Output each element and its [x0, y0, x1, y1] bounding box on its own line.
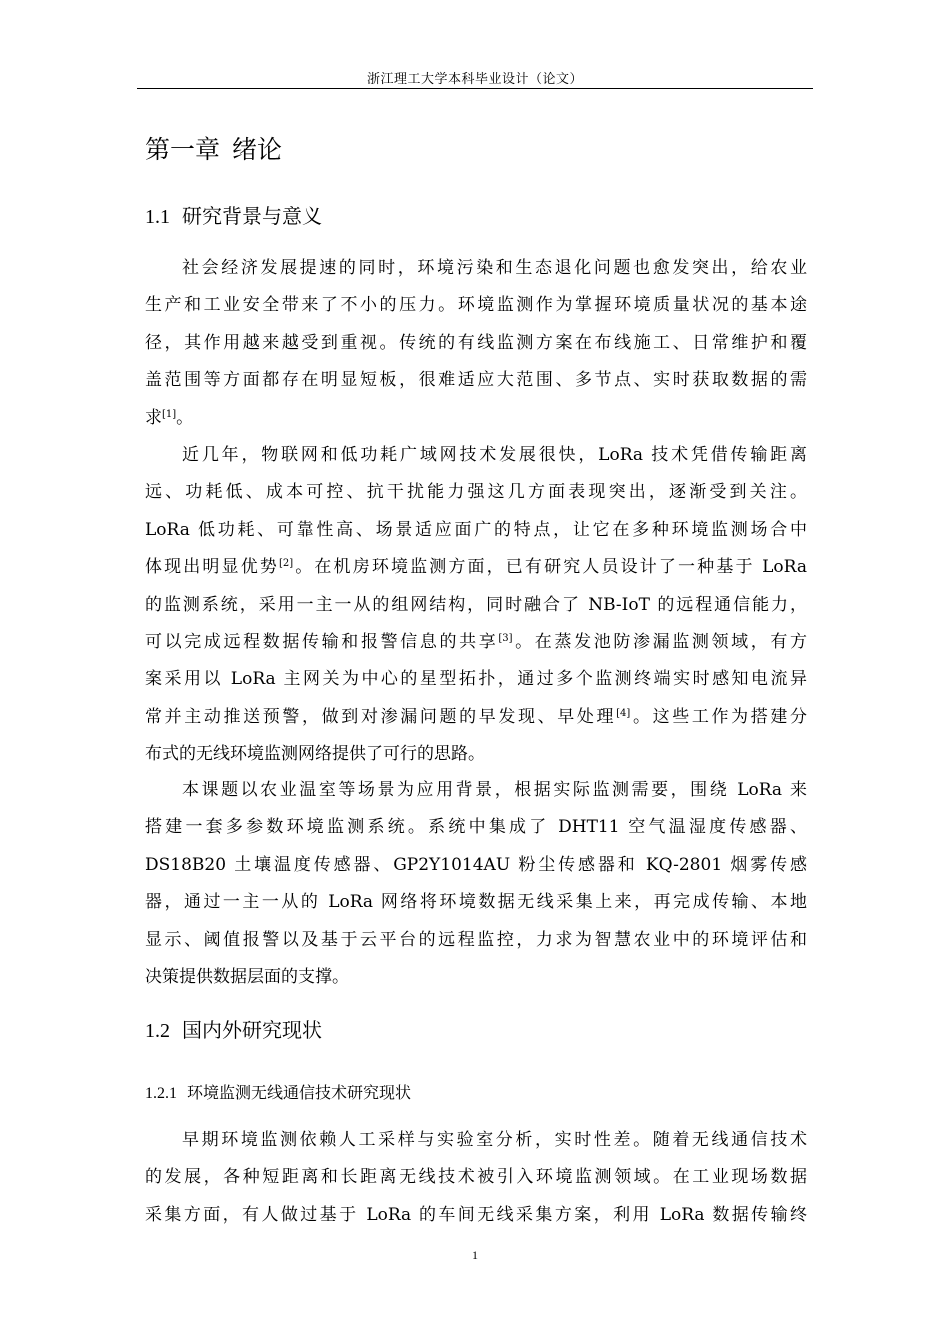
text-line: 的监测系统，采用一主一从的组网结构，同时融合了 NB-IoT 的远程通信能力，: [145, 594, 807, 615]
chapter-title: 绪论: [232, 135, 283, 164]
citation-ref[interactable]: [1]: [162, 408, 177, 420]
section-number: 1.2: [145, 1020, 170, 1042]
section-number: 1.1: [145, 206, 170, 228]
citation-ref[interactable]: [4]: [616, 707, 631, 719]
text-line: [145, 624, 807, 661]
text-run: 。在蒸发池防渗漏监测领域，有方: [512, 631, 808, 652]
chapter-number: 第一章: [145, 135, 221, 164]
text-line: 近几年，物联网和低功耗广域网技术发展很快，LoRa 技术凭借传输距离: [182, 445, 807, 465]
text-line: [145, 549, 807, 586]
paragraph-wireless: [145, 1122, 807, 1234]
running-header: 浙江理工大学本科毕业设计（论文）: [366, 72, 583, 87]
text-run: 常并主动推送预警，做到对渗漏问题的早发现、早处理: [145, 706, 617, 727]
text-run: 。: [176, 407, 194, 428]
section-heading-1-1: [145, 200, 322, 229]
section-title: 国内外研究现状: [182, 1018, 322, 1042]
text-line: 生产和工业安全带来了不小的压力。环境监测作为掌握环境质量状况的基本途: [145, 295, 807, 316]
text-line: [145, 400, 807, 437]
subsection-number: 1.2.1: [145, 1085, 177, 1102]
paragraph-lora: [145, 437, 807, 774]
text-line: 的发展，各种短距离和长距离无线技术被引入环境监测领域。在工业现场数据: [145, 1167, 807, 1188]
section-heading-1-2: [145, 1014, 322, 1043]
subsection-title: 环境监测无线通信技术研究现状: [187, 1083, 412, 1102]
text-run: 。这些工作为搭建分: [630, 706, 808, 727]
chapter-heading: [145, 130, 282, 166]
page-number: 1: [472, 1248, 478, 1262]
text-run: 体现出明显优势: [145, 557, 279, 578]
text-run: 可以完成远程数据传输和报警信息的共享: [145, 631, 499, 652]
text-line: 显示、阈值报警以及基于云平台的远程监控，力求为智慧农业中的环境评估和: [145, 929, 807, 950]
citation-ref[interactable]: [3]: [498, 632, 513, 644]
section-title: 研究背景与意义: [182, 204, 322, 228]
text-line: LoRa 低功耗、可靠性高、场景适应面广的特点，让它在多种环境监测场合中: [145, 519, 807, 540]
text-run: 。在机房环境监测方面，已有研究人员设计了一种基于 LoRa: [293, 557, 807, 578]
text-line: 决策提供数据层面的支撑。: [145, 966, 349, 987]
paragraph-background: [145, 250, 807, 437]
subsection-heading-1-2-1: [145, 1080, 411, 1103]
text-line: 盖范围等方面都存在明显短板，很难适应大范围、多节点、实时获取数据的需: [145, 370, 807, 391]
text-run: 求: [145, 407, 162, 428]
text-line: 搭建一套多参数环境监测系统。系统中集成了 DHT11 空气温湿度传感器、: [145, 817, 807, 838]
citation-ref[interactable]: [2]: [278, 558, 294, 570]
text-line: DS18B20 土壤温度传感器、GP2Y1014AU 粉尘传感器和 KQ-2801 烟雾传感: [145, 854, 807, 875]
text-line: 采集方面，有人做过基于 LoRa 的车间无线采集方案，利用 LoRa 数据传输终: [145, 1204, 807, 1225]
text-line: 径，其作用越来越受到重视。传统的有线监测方案在布线施工、日常维护和覆: [145, 332, 807, 353]
text-line: 社会经济发展提速的同时，环境污染和生态退化问题也愈发突出，给农业: [182, 258, 807, 278]
text-line: 布式的无线环境监测网络提供了可行的思路。: [145, 744, 485, 765]
text-line: 器，通过一主一从的 LoRa 网络将环境数据无线采集上来，再完成传输、本地: [145, 892, 807, 913]
text-line: 本课题以农业温室等场景为应用背景，根据实际监测需要，围绕 LoRa 来: [182, 780, 807, 800]
text-line: 案采用以 LoRa 主网关为中心的星型拓扑，通过多个监测终端实时感知电流异: [145, 669, 807, 690]
text-line: 远、功耗低、成本可控、抗干扰能力强这几方面表现突出，逐渐受到关注。: [145, 482, 807, 503]
text-line: [145, 699, 807, 736]
text-line: 早期环境监测依赖人工采样与实验室分析，实时性差。随着无线通信技术: [182, 1130, 807, 1150]
paragraph-project: [145, 772, 807, 996]
header-rule: [137, 88, 813, 89]
